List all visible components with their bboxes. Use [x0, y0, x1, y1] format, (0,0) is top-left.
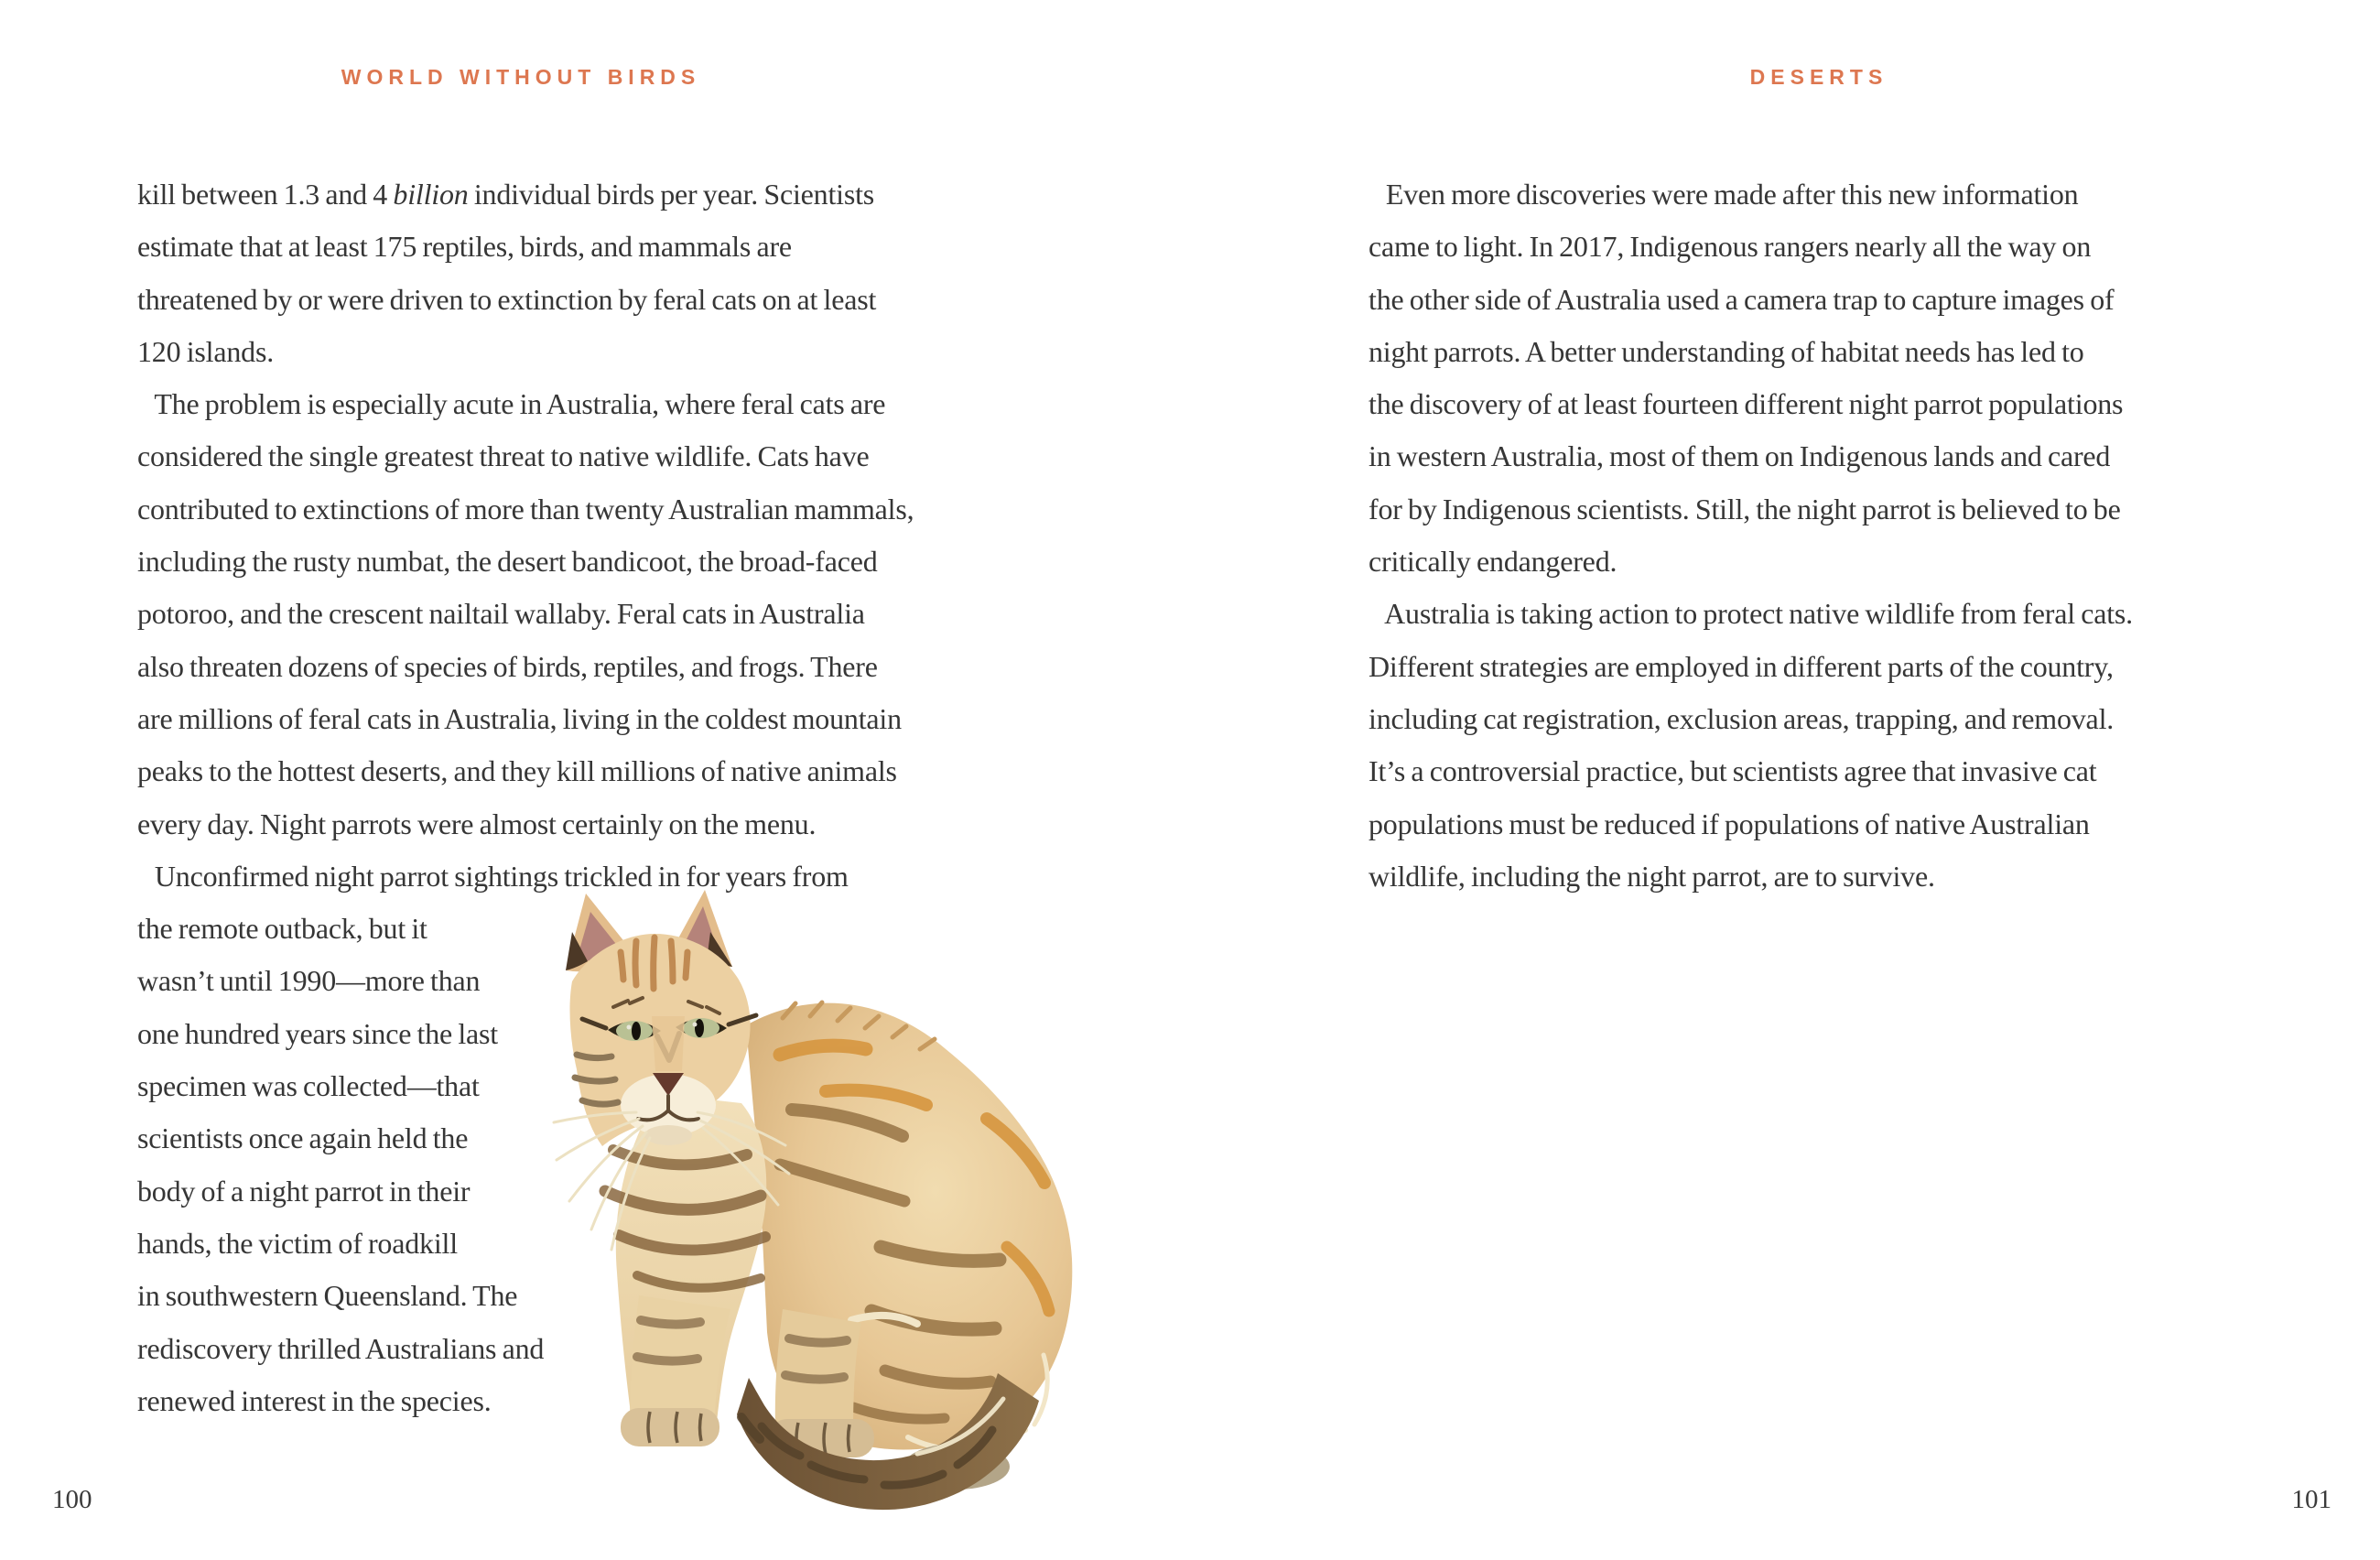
body-text-right	[1368, 168, 2252, 903]
text-line: body of a night parrot in their	[137, 1174, 471, 1208]
text-line: the other side of Australia used a camera trap to capture images of	[1368, 282, 2115, 316]
text-line: estimate that at least 175 reptiles, birds, and mammals are	[137, 230, 792, 264]
text-line: including cat registration, exclusion areas, trapping, and removal.	[1368, 701, 2115, 735]
text-line: including the rusty numbat, the desert bandicoot, the broad-faced	[137, 545, 878, 579]
text-line: threatened by or were driven to extinction by feral cats on at least	[137, 282, 877, 316]
front-paw-left	[621, 1408, 719, 1446]
page-number-right: 101	[2291, 1485, 2331, 1514]
text-line: wasn’t until 1990—more than	[137, 964, 481, 998]
text-line: scientists once again held the	[137, 1121, 469, 1155]
paragraph-2	[137, 378, 1016, 850]
text-line: populations must be reduced if populations of native Australian	[1368, 807, 2090, 840]
text-line: are millions of feral cats in Australia, living in the coldest mountain	[137, 701, 902, 735]
text-line: It’s a controversial practice, but scientists agree that invasive cat	[1368, 754, 2097, 788]
chin	[644, 1125, 692, 1145]
text-line: Unconfirmed night parrot sightings trickled in for years from	[137, 859, 849, 893]
text-line: rediscovery thrilled Australians and	[137, 1331, 545, 1365]
paragraph-1-rest	[137, 221, 1016, 378]
text-span: kill between 1.3 and 4	[137, 178, 394, 211]
text-span: individual birds per year. Scientists	[468, 178, 875, 211]
text-line: every day. Night parrots were almost certainly on the menu.	[137, 807, 817, 840]
text-line: one hundred years since the last	[137, 1016, 498, 1050]
italic-word: billion	[393, 178, 469, 211]
text-line: Even more discoveries were made after this new information	[1368, 178, 2079, 211]
text-line: Australia is taking action to protect native wildlife from feral cats.	[1368, 597, 2133, 631]
text-line: in southwestern Queensland. The	[137, 1279, 518, 1313]
text-line: also threaten dozens of species of birds, reptiles, and frogs. There	[137, 649, 878, 683]
text-line: potoroo, and the crescent nailtail wallaby. Feral cats in Australia	[137, 597, 865, 631]
nose-bridge	[652, 1016, 685, 1071]
text-line: hands, the victim of roadkill	[137, 1226, 458, 1260]
text-line: Different strategies are employed in different parts of the country,	[1368, 649, 2114, 683]
text-line: specimen was collected—that	[137, 1069, 480, 1103]
text-line: the discovery of at least fourteen different night parrot populations	[1368, 387, 2124, 421]
text-line: considered the single greatest threat to native wildlife. Cats have	[137, 439, 870, 473]
text-line: renewed interest in the species.	[137, 1383, 492, 1417]
page-number-left: 100	[52, 1485, 92, 1514]
text-line: The problem is especially acute in Australia, where feral cats are	[137, 387, 886, 421]
paragraph-1	[1368, 168, 2252, 588]
text-line: the remote outback, but it	[137, 912, 427, 946]
running-head-right: DESERTS	[1749, 65, 1888, 89]
feral-cat-illustration	[549, 879, 1080, 1529]
text-line: peaks to the hottest deserts, and they kill millions of native animals	[137, 754, 897, 788]
text-line: night parrots. A better understanding of habitat needs has led to	[1368, 334, 2084, 368]
text-line: 120 islands.	[137, 334, 274, 368]
text-line: for by Indigenous scientists. Still, the night parrot is believed to be	[1368, 492, 2121, 525]
text-line: wildlife, including the night parrot, are to survive.	[1368, 859, 1935, 893]
running-head-left: WORLD WITHOUT BIRDS	[341, 65, 701, 89]
text-line: critically endangered.	[1368, 545, 1617, 579]
text-line: in western Australia, most of them on Indigenous lands and cared	[1368, 439, 2111, 473]
paragraph-2	[1368, 588, 2252, 903]
text-line: contributed to extinctions of more than twenty Australian mammals,	[137, 492, 914, 525]
text-line	[137, 168, 1016, 221]
text-line: came to light. In 2017, Indigenous rangers nearly all the way on	[1368, 230, 2092, 264]
